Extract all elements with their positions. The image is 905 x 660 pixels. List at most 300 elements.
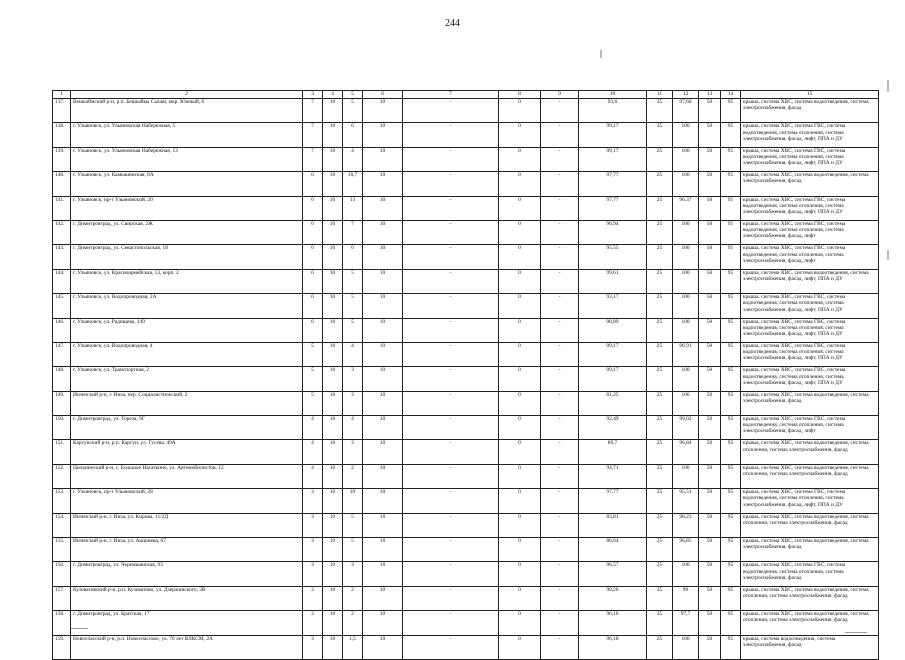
table-cell: 153. [53, 489, 71, 513]
table-cell: 95 [721, 172, 741, 196]
margin-mark [887, 250, 889, 260]
table-cell: - [403, 464, 499, 488]
table-row [53, 367, 879, 391]
table-cell: 25 [647, 367, 673, 391]
table-cell: 100 [673, 269, 699, 293]
table-cell: - [541, 318, 579, 342]
table-cell: 10 [323, 635, 343, 659]
table-cell: 0 [499, 245, 541, 269]
table-cell: 100 [673, 635, 699, 659]
table-cell: 83,81 [579, 513, 647, 537]
table-cell: 5 [343, 294, 363, 318]
table-cell: 10 [363, 367, 403, 391]
table-cell: 10 [323, 489, 343, 513]
table-row [53, 147, 879, 171]
table-cell: - [541, 635, 579, 659]
table-cell: - [403, 635, 499, 659]
table-cell: 10 [363, 513, 403, 537]
table-cell: 5 [303, 391, 323, 415]
table-cell: 50 [699, 586, 721, 610]
table-cell: 95 [721, 294, 741, 318]
table-cell: 10 [323, 586, 343, 610]
data-table-sheet [52, 90, 869, 660]
table-cell: 7 [343, 220, 363, 244]
table-cell: 99 [673, 586, 699, 610]
table-row [53, 416, 879, 440]
table-cell: 10 [363, 172, 403, 196]
table-row [53, 562, 879, 586]
table-cell: 4 [303, 440, 323, 464]
table-row [53, 318, 879, 342]
table-cell: 96,84 [673, 440, 699, 464]
table-cell: 5 [343, 269, 363, 293]
table-cell: 3 [343, 562, 363, 586]
table-cell: 10 [363, 245, 403, 269]
works-cell: крыша, система ХВС, система ГВС, система водоотведения, система отопления, система электроснабжения, фасад, лифт, ППА и ДУ [741, 196, 879, 220]
table-cell: 5 [343, 513, 363, 537]
table-cell: 86,64 [579, 538, 647, 562]
table-cell: 6 [303, 245, 323, 269]
table-cell: 98,23 [673, 513, 699, 537]
table-cell: - [403, 172, 499, 196]
table-cell: 137. [53, 99, 71, 123]
table-cell: 95 [721, 586, 741, 610]
table-cell: - [541, 245, 579, 269]
works-cell: крыша, система ХВС, система ГВС, система водоотведения, система отопления, система электроснабжения, фасад, лифт, ППА и ДУ [741, 123, 879, 147]
table-cell: 150. [53, 416, 71, 440]
table-cell: 50 [699, 196, 721, 220]
table-cell: 99,61 [579, 269, 647, 293]
table-cell: 4 [343, 342, 363, 366]
works-cell: крыша, система ХВС, система водоотведения, система отопления, система электроснабжения, фасад [741, 611, 879, 635]
table-cell: 0 [499, 294, 541, 318]
table-cell: 95 [721, 123, 741, 147]
works-cell: крыша, система ХВС, система ГВС, система водоотведения, система отопления, система электроснабжения, фасад, лифт, ППА и ДУ [741, 367, 879, 391]
column-header: 9 [541, 91, 579, 99]
table-cell: 0 [499, 562, 541, 586]
table-row [53, 172, 879, 196]
table-cell: 100 [673, 318, 699, 342]
address-cell: г. Ульяновск, пр-т Ульяновский, 20 [71, 196, 303, 220]
table-cell: 96,16 [579, 611, 647, 635]
table-cell: 5 [303, 342, 323, 366]
table-cell: 7 [303, 147, 323, 171]
table-cell: 152. [53, 464, 71, 488]
table-cell: - [403, 611, 499, 635]
table-cell: 97,77 [579, 489, 647, 513]
table-cell: 10 [363, 294, 403, 318]
table-cell: 10 [363, 318, 403, 342]
table-cell: 50 [699, 367, 721, 391]
table-cell: 25 [647, 294, 673, 318]
column-header: 6 [363, 91, 403, 99]
address-cell: Вешкаймский р-н, р.п. Бешкайма Сычан, мкр. Южный, 6 [71, 99, 303, 123]
table-cell: 10 [323, 147, 343, 171]
table-cell: - [541, 367, 579, 391]
table-cell: 7 [303, 99, 323, 123]
table-cell: 10 [363, 611, 403, 635]
table-cell: - [541, 611, 579, 635]
table-cell: 50 [699, 269, 721, 293]
table-cell: 96,18 [579, 635, 647, 659]
table-cell: 3 [303, 538, 323, 562]
table-cell: 81,25 [579, 391, 647, 415]
table-cell: 10 [323, 562, 343, 586]
table-cell: - [541, 294, 579, 318]
table-cell: 10 [323, 99, 343, 123]
table-cell: 3 [303, 586, 323, 610]
works-cell: крыша, система ХВС, система ГВС, система водоотведения, система отопления, система электроснабжения, фасад, лифт [741, 416, 879, 440]
table-cell: 93,17 [579, 294, 647, 318]
table-row [53, 611, 879, 635]
table-cell: 10 [363, 538, 403, 562]
table-row [53, 513, 879, 537]
address-cell: г. Ульяновск, ул. Радищева, 149 [71, 318, 303, 342]
table-cell: 97,77 [579, 172, 647, 196]
margin-mark [600, 50, 602, 58]
table-cell: 144. [53, 269, 71, 293]
table-cell: 2 [343, 586, 363, 610]
table-cell: 0 [499, 440, 541, 464]
table-cell: - [541, 391, 579, 415]
table-cell: 3 [303, 635, 323, 659]
table-cell: - [541, 416, 579, 440]
table-cell: - [541, 220, 579, 244]
table-cell: 10 [323, 123, 343, 147]
table-cell: 95 [721, 196, 741, 220]
table-cell: 158. [53, 611, 71, 635]
table-cell: 95 [721, 562, 741, 586]
table-cell: 0 [499, 196, 541, 220]
address-cell: г. Ульяновск, ул. Камышинская, 8А [71, 172, 303, 196]
works-cell: крыша, система ХВС, система водоотведения, система электроснабжения, фасад [741, 538, 879, 562]
table-cell: - [541, 342, 579, 366]
table-cell: 50 [699, 342, 721, 366]
table-cell: - [403, 538, 499, 562]
table-cell: 94,71 [579, 464, 647, 488]
table-cell: - [403, 367, 499, 391]
table-cell: 25 [647, 489, 673, 513]
column-header: 13 [699, 91, 721, 99]
table-cell: 95 [721, 367, 741, 391]
works-cell: крыша, система ХВС, система водоотведения, система электроснабжения, фасад [741, 99, 879, 123]
table-cell: 92,49 [579, 416, 647, 440]
table-cell: 95 [721, 416, 741, 440]
table-cell: 4 [343, 416, 363, 440]
address-cell: г. Ульяновск, ул. Транспортная, 2 [71, 367, 303, 391]
table-cell: - [403, 586, 499, 610]
table-cell: 95 [721, 99, 741, 123]
table-cell: 50 [699, 220, 721, 244]
column-header: 2 [71, 91, 303, 99]
table-cell: 0 [499, 513, 541, 537]
table-row [53, 440, 879, 464]
table-cell: 50 [699, 635, 721, 659]
table-cell: 3 [303, 489, 323, 513]
table-cell: - [403, 123, 499, 147]
address-cell: Новоспасский р-н, р.п. Новоспасское, ул. 70 лет ВЛКСМ, 2А [71, 635, 303, 659]
works-cell: крыша, система ХВС, система ГВС, система водоотведения, система отопления, система электроснабжения, фасад, лифт [741, 245, 879, 269]
table-cell: 140. [53, 172, 71, 196]
table-row [53, 220, 879, 244]
table-body [53, 99, 879, 660]
table-cell: 90,26 [579, 586, 647, 610]
table-cell: 95 [721, 245, 741, 269]
table-cell: 25 [647, 342, 673, 366]
address-cell: Карсунский р-н, р.п. Карсун, ул. Гусева, 49А [71, 440, 303, 464]
table-cell: 10 [323, 294, 343, 318]
table-cell: 25 [647, 611, 673, 635]
table-cell: 10 [363, 342, 403, 366]
table-cell: 25 [647, 562, 673, 586]
table-cell: 50 [699, 538, 721, 562]
table-cell: 100 [673, 391, 699, 415]
table-cell: 6 [303, 196, 323, 220]
table-cell: 97,77 [579, 196, 647, 220]
address-cell: г. Ульяновск, ул. Ульяновская Набережная, 5 [71, 123, 303, 147]
table-cell: 93,6 [579, 99, 647, 123]
works-cell: крыша, система ХВС, система ГВС, система водоотведения, система отопления, система электроснабжения, фасад, лифт, ППА и ДУ [741, 294, 879, 318]
table-cell: - [541, 538, 579, 562]
column-header: 1 [53, 91, 71, 99]
table-cell: 10 [363, 440, 403, 464]
table-cell: - [541, 562, 579, 586]
table-cell: - [541, 123, 579, 147]
table-cell: 10 [323, 220, 343, 244]
table-cell: 0 [499, 538, 541, 562]
table-cell: 96,94 [579, 220, 647, 244]
table-cell: - [541, 440, 579, 464]
column-header: 11 [647, 91, 673, 99]
table-cell: 0 [499, 220, 541, 244]
table-cell: 95 [721, 220, 741, 244]
table-cell: 5 [303, 367, 323, 391]
table-cell: 6 [343, 123, 363, 147]
works-cell: крыша, система ХВС, система водоотведения, система отопления, система электроснабжения, фасад [741, 513, 879, 537]
table-cell: 99,17 [579, 342, 647, 366]
table-cell: 25 [647, 391, 673, 415]
table-cell: - [403, 318, 499, 342]
table-cell: - [403, 391, 499, 415]
table-cell: 6 [303, 318, 323, 342]
table-cell: 159. [53, 635, 71, 659]
table-row [53, 294, 879, 318]
address-cell: г. Ульяновск, ул. Красноармейская, 13, корп. 2 [71, 269, 303, 293]
table-cell: - [541, 513, 579, 537]
table-cell: 10 [343, 489, 363, 513]
table-row [53, 586, 879, 610]
table-cell: 157. [53, 586, 71, 610]
works-cell: крыша, система ХВС, система водоотведения, система отопления, система электроснабжения, фасад [741, 440, 879, 464]
table-cell: 0 [499, 586, 541, 610]
table-cell: - [541, 586, 579, 610]
table-cell: 25 [647, 440, 673, 464]
address-cell: г. Димитровград, ул. Черемшанская, 93 [71, 562, 303, 586]
works-cell: крыша, система ХВС, система водоотведения, система электроснабжения, фасад [741, 172, 879, 196]
table-cell: 0 [499, 391, 541, 415]
table-cell: 25 [647, 586, 673, 610]
address-cell: г. Димитровград, ул. Братская, 17 [71, 611, 303, 635]
works-cell: крыша, система ХВС, система ГВС, система водоотведения, система отопления, система электроснабжения, фасад, лифт, ППА и ДУ [741, 318, 879, 342]
table-cell: 10 [323, 440, 343, 464]
table-cell: - [403, 294, 499, 318]
table-cell: - [403, 220, 499, 244]
table-cell: 25 [647, 416, 673, 440]
table-cell: 50 [699, 489, 721, 513]
table-cell: 0 [499, 367, 541, 391]
table-cell: 10 [363, 123, 403, 147]
table-cell: 95 [721, 269, 741, 293]
table-cell: 50 [699, 464, 721, 488]
table-cell: 5 [343, 538, 363, 562]
table-cell: 0 [499, 147, 541, 171]
table-cell: 10 [323, 172, 343, 196]
table-cell: 95 [721, 635, 741, 659]
table-cell: 95 [721, 342, 741, 366]
table-cell: 25 [647, 464, 673, 488]
page-number: 244 [445, 18, 460, 29]
table-cell: - [403, 342, 499, 366]
table-cell: 3 [343, 391, 363, 415]
column-header: 10 [579, 91, 647, 99]
table-cell: 149. [53, 391, 71, 415]
table-cell: 6 [303, 172, 323, 196]
table-cell: - [541, 464, 579, 488]
table-cell: 95 [721, 464, 741, 488]
address-cell: Инзенский р-н, г. Инза, ул. Ашшиева, 67 [71, 538, 303, 562]
table-cell: 25 [647, 99, 673, 123]
table-cell: 0 [499, 489, 541, 513]
table-cell: 25 [647, 196, 673, 220]
works-cell: крыша, система водоотведения, система электроснабжения, фасад [741, 635, 879, 659]
table-cell: 4 [303, 416, 323, 440]
table-cell: 141. [53, 196, 71, 220]
table-cell: - [403, 489, 499, 513]
table-row [53, 464, 879, 488]
address-cell: г. Димитровград, ул. Тореза, 9Г [71, 416, 303, 440]
table-cell: 13 [343, 196, 363, 220]
table-cell: 154. [53, 513, 71, 537]
table-cell: 96,37 [673, 196, 699, 220]
table-cell: 1,5 [343, 635, 363, 659]
address-cell: Инзенский р-н, г. Инза, ул. Кирова, 11/2Д [71, 513, 303, 537]
table-cell: 4 [343, 147, 363, 171]
table-cell: 50 [699, 416, 721, 440]
table-cell: 100 [673, 294, 699, 318]
table-cell: 151. [53, 440, 71, 464]
table-row [53, 99, 879, 123]
table-cell: 155. [53, 538, 71, 562]
address-cell: г. Ульяновск, пр-т Ульяновский, 28 [71, 489, 303, 513]
table-cell: 10 [363, 391, 403, 415]
table-cell: 95 [721, 611, 741, 635]
table-cell: 3 [343, 367, 363, 391]
table-cell: 2 [343, 464, 363, 488]
table-cell: 100 [673, 562, 699, 586]
table-cell: - [541, 196, 579, 220]
table-cell: 10 [363, 562, 403, 586]
table-cell: 10 [323, 538, 343, 562]
table-cell: 6 [303, 269, 323, 293]
table-cell: 143. [53, 245, 71, 269]
table-cell: 0 [499, 635, 541, 659]
table-cell: 10 [363, 147, 403, 171]
table-cell: 10 [363, 586, 403, 610]
table-cell: 97,7 [673, 611, 699, 635]
table-cell: 89,7 [579, 440, 647, 464]
table-cell: 99,17 [579, 367, 647, 391]
table-cell: 50 [699, 123, 721, 147]
table-cell: 50 [699, 294, 721, 318]
table-cell: - [541, 147, 579, 171]
column-header: 4 [323, 91, 343, 99]
table-cell: 25 [647, 269, 673, 293]
table-cell: 139. [53, 147, 71, 171]
table-cell: 10 [323, 464, 343, 488]
table-cell: - [403, 562, 499, 586]
table-cell: - [541, 269, 579, 293]
table-cell: 50 [699, 611, 721, 635]
table-cell: 97,68 [673, 99, 699, 123]
table-cell: 10 [363, 220, 403, 244]
table-cell: 98,89 [579, 318, 647, 342]
table-cell: 5 [343, 99, 363, 123]
column-header: 3 [303, 91, 323, 99]
table-cell: 96,57 [579, 562, 647, 586]
table-cell: 10 [363, 635, 403, 659]
column-header: 15 [741, 91, 879, 99]
column-header: 7 [403, 91, 499, 99]
table-cell: 50 [699, 391, 721, 415]
table-row [53, 245, 879, 269]
table-cell: 50 [699, 172, 721, 196]
table-cell: 10 [363, 196, 403, 220]
works-cell: крыша, система ХВС, система ГВС, система водоотведения, система отопления, система электроснабжения, фасад, лифт [741, 220, 879, 244]
table-cell: 10 [363, 269, 403, 293]
table-cell: 50 [699, 99, 721, 123]
works-cell: крыша, система ХВС, система водоотведения, система электроснабжения, фасад [741, 391, 879, 415]
table-cell: 10 [323, 318, 343, 342]
table-cell: 99,17 [579, 123, 647, 147]
table-cell: 25 [647, 635, 673, 659]
table-row [53, 342, 879, 366]
table-cell: 96,85 [673, 538, 699, 562]
table-cell: - [403, 196, 499, 220]
table-cell: - [403, 245, 499, 269]
table-cell: 10 [363, 416, 403, 440]
table-cell: 145. [53, 294, 71, 318]
works-cell: крыша, система ХВС, система ГВС, система водоотведения, система отопления, система электроснабжения, фасад [741, 562, 879, 586]
table-cell: 2 [343, 611, 363, 635]
address-cell: Инзенский р-н, г. Инза, пер. Социалистический, 2 [71, 391, 303, 415]
table-cell: 95 [721, 318, 741, 342]
table-cell: 95,55 [579, 245, 647, 269]
table-cell: 95 [721, 147, 741, 171]
table-cell: 95 [721, 440, 741, 464]
table-cell: - [403, 269, 499, 293]
table-cell: 0 [499, 464, 541, 488]
table-cell: 147. [53, 342, 71, 366]
address-cell: г. Димитровград, ул. Севастопольская, 18 [71, 245, 303, 269]
table-cell: 0 [499, 416, 541, 440]
table-cell: 10 [323, 196, 343, 220]
table-cell: 25 [647, 172, 673, 196]
table-cell: 142. [53, 220, 71, 244]
table-cell: 10 [363, 99, 403, 123]
table-cell: 100 [673, 464, 699, 488]
table-cell: 50 [699, 562, 721, 586]
margin-mark [887, 80, 889, 92]
